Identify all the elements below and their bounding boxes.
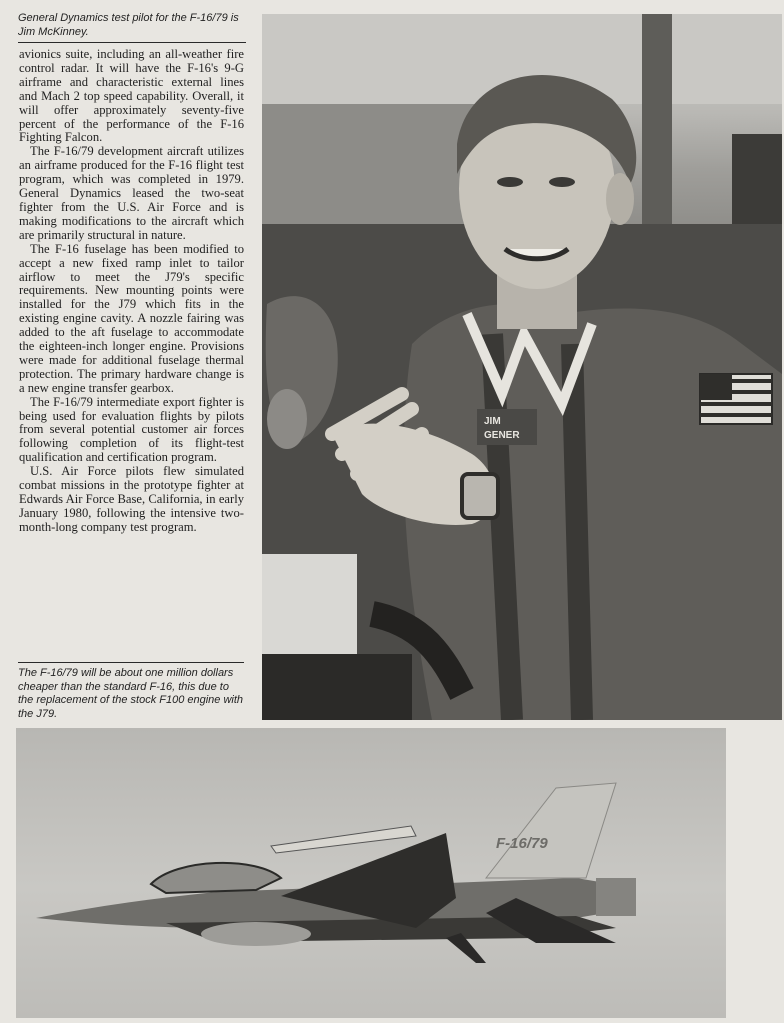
pilot-photograph bbox=[262, 14, 782, 720]
pilot-photo-caption: General Dynamics test pilot for the F-16/79 is Jim McKinney. bbox=[18, 12, 239, 38]
nametag-line-2: GENER bbox=[484, 430, 520, 441]
nametag-line-1: JIM bbox=[484, 416, 501, 427]
article-paragraph: The F-16/79 intermediate export fighter is being used for evaluation flights by pilots from several potential customer air forces following completion of its flight-test qualification and certification program. bbox=[19, 394, 244, 465]
caption-divider-bottom bbox=[18, 662, 244, 663]
article-paragraph: The F-16/79 development aircraft utilizes an airframe produced for the F-16 flight test program, which was completed in 1979. General Dynamics leased the two-seat fighter from the U.S. Air Force and is making modifications to the aircraft which are primarily structural in nature. bbox=[19, 144, 244, 242]
jet-photo-caption: The F-16/79 will be about one million dollars cheaper than the standard F-16, this due to the replacement of the stock F100 engine with the J79. bbox=[18, 667, 244, 720]
flag-patch-icon bbox=[700, 374, 772, 424]
article-body bbox=[19, 48, 244, 535]
article-paragraph: avionics suite, including an all-weather fire control radar. It will have the F-16's 9-G airframe and characteristic external lines and Mach 2 top speed capability. Overall, it will offer approximately seventy-five percent of the performance of the F-16 Fighting Falcon. bbox=[19, 47, 244, 145]
caption-divider-top bbox=[18, 42, 246, 43]
aircraft-photograph bbox=[16, 728, 726, 1018]
tail-marking: F-16/79 bbox=[496, 835, 548, 852]
article-paragraph: The F-16 fuselage has been modified to accept a new fixed ramp inlet to tailor airflow to meet the J79's specific requirements. New mounting points were installed for the J79 which fits in the existing engine cavity. A nozzle fairing was added to the aft fuselage to accommodate the eighteen-inch longer engine. Provisions were made for additional fuselage thermal protection. The primary hardware change is a new engine transfer gearbox. bbox=[19, 241, 244, 395]
article-paragraph: U.S. Air Force pilots flew simulated combat missions in the prototype fighter at Edwards Air Force Base, California, in early January 1980, following the intensive two-month-long company test program. bbox=[19, 464, 244, 534]
